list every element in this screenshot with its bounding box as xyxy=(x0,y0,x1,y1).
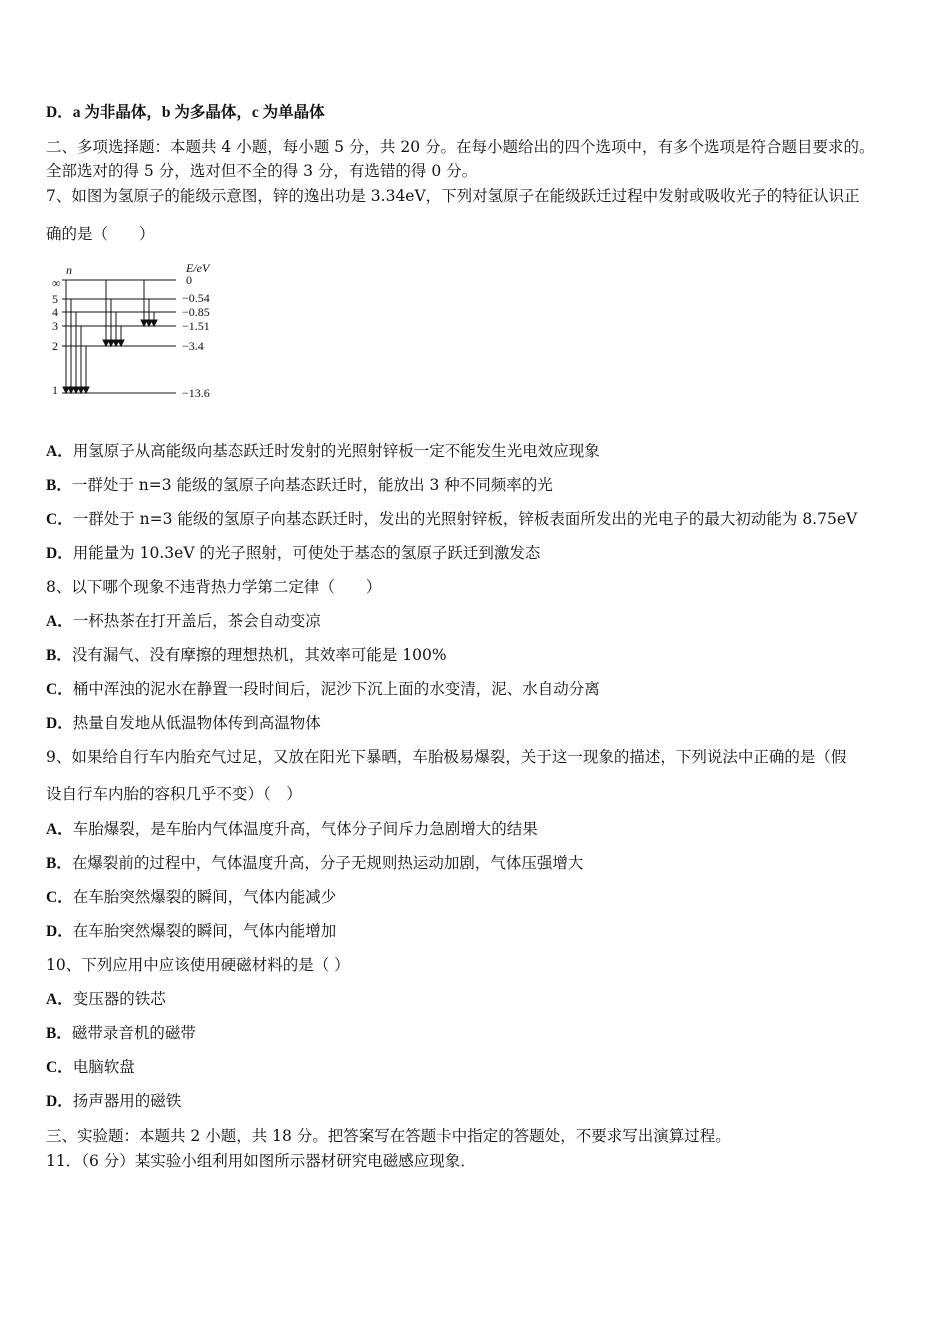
q7-option-a xyxy=(46,441,910,462)
option-label: C． xyxy=(46,1059,73,1076)
q8-option-b xyxy=(46,645,910,666)
option-label: A． xyxy=(46,613,73,630)
q8-option-c xyxy=(46,679,910,700)
q7-option-d xyxy=(46,543,910,564)
level-e-4: −0.85 xyxy=(182,305,210,319)
option-text: 车胎爆裂，是车胎内气体温度升高，气体分子间斥力急剧增大的结果 xyxy=(72,820,538,838)
option-label: D． xyxy=(46,104,73,121)
option-label: D． xyxy=(46,923,73,940)
q9-option-d xyxy=(46,921,910,942)
arrow-2-1 xyxy=(83,387,89,393)
q9-option-a xyxy=(46,819,910,840)
q7-stem-line1: 7、如图为氢原子的能级示意图，锌的逸出功是 3.34eV，下列对氢原子在能级跃迁过程中发射或吸收光子的特征认识正 xyxy=(46,187,860,205)
q6-option-d xyxy=(46,102,910,123)
option-label: B． xyxy=(46,855,72,872)
level-n-inf: ∞ xyxy=(52,276,61,290)
option-label: A． xyxy=(46,443,73,460)
level-n-4: 4 xyxy=(52,305,58,319)
section3-heading: 三、实验题：本题共 2 小题，共 18 分。把答案写在答题卡中指定的答题处，不要求写出演算过程。 xyxy=(46,1127,731,1145)
arrow-3-2 xyxy=(118,340,124,346)
q9-option-c xyxy=(46,887,910,908)
q10-option-c xyxy=(46,1057,910,1078)
option-label: D． xyxy=(46,715,73,732)
option-label: D． xyxy=(46,545,73,562)
option-label: B． xyxy=(46,647,72,664)
q9-option-b xyxy=(46,853,910,874)
option-text: 变压器的铁芯 xyxy=(72,990,166,1008)
q7-option-b xyxy=(46,475,910,496)
level-e-2: −3.4 xyxy=(182,339,204,353)
option-text: 一群处于 n=3 能级的氢原子向基态跃迁时，能放出 3 种不同频率的光 xyxy=(71,476,553,494)
level-n-2: 2 xyxy=(52,339,58,353)
q8-stem: 8、以下哪个现象不违背热力学第二定律（ ） xyxy=(46,578,382,596)
q11-stem: 11．（6 分）某实验小组利用如图所示器材研究电磁感应现象． xyxy=(46,1152,476,1170)
option-text: 热量自发地从低温物体传到高温物体 xyxy=(72,714,321,732)
option-text: 扬声器用的磁铁 xyxy=(72,1092,182,1110)
section2-heading-line2: 全部选对的得 5 分，选对但不全的得 3 分，有选错的得 0 分。 xyxy=(46,162,478,180)
option-text: a 为非晶体，b 为多晶体，c 为单晶体 xyxy=(72,104,325,121)
q9-stem-line2: 设自行车内胎的容积几乎不变）（ ） xyxy=(46,785,302,803)
level-e-inf: 0 xyxy=(186,273,192,287)
q7-stem-line2: 确的是（ ） xyxy=(46,225,155,243)
option-text: 电脑软盘 xyxy=(72,1058,135,1076)
option-label: B． xyxy=(46,1025,72,1042)
option-label: A． xyxy=(46,821,73,838)
q10-option-b xyxy=(46,1023,910,1044)
option-label: C． xyxy=(46,889,73,906)
option-text: 一杯热茶在打开盖后，茶会自动变凉 xyxy=(72,612,321,630)
level-e-1: −13.6 xyxy=(182,386,210,400)
energy-level-diagram xyxy=(48,260,248,405)
option-label: D． xyxy=(46,1093,73,1110)
option-text: 磁带录音机的磁带 xyxy=(71,1024,196,1042)
option-text: 在爆裂前的过程中，气体温度升高，分子无规则热运动加剧，气体压强增大 xyxy=(71,854,584,872)
option-label: B． xyxy=(46,477,72,494)
arrow-4-3 xyxy=(151,320,157,326)
energy-axis-label: E/eV xyxy=(186,261,210,275)
q9-stem-line1: 9、如果给自行车内胎充气过足，又放在阳光下暴晒，车胎极易爆裂，关于这一现象的描述，下列说法中正确的是（假 xyxy=(46,748,847,766)
q8-option-a xyxy=(46,611,910,632)
option-text: 一群处于 n=3 能级的氢原子向基态跃迁时，发出的光照射锌板，锌板表面所发出的光电子的最大初动能为 8.75eV xyxy=(72,510,858,528)
level-e-5: −0.54 xyxy=(182,291,210,305)
option-text: 用氢原子从高能级向基态跃迁时发射的光照射锌板一定不能发生光电效应现象 xyxy=(72,442,600,460)
q10-option-d xyxy=(46,1091,910,1112)
option-label: C． xyxy=(46,511,73,528)
q8-option-d xyxy=(46,713,910,734)
level-n-1: 1 xyxy=(52,383,58,397)
level-n-3: 3 xyxy=(52,319,58,333)
level-e-3: −1.51 xyxy=(182,319,210,333)
q7-option-c xyxy=(46,509,910,530)
option-text: 在车胎突然爆裂的瞬间，气体内能增加 xyxy=(72,922,337,940)
option-label: C． xyxy=(46,681,73,698)
q10-stem: 10、下列应用中应该使用硬磁材料的是（ ） xyxy=(46,956,350,974)
option-text: 用能量为 10.3eV 的光子照射，可使处于基态的氢原子跃迁到激发态 xyxy=(72,544,541,562)
section2-heading-line1: 二、多项选择题：本题共 4 小题，每小题 5 分，共 20 分。在每小题给出的四个选项中，有多个选项是符合题目要求的。 xyxy=(46,138,875,156)
option-text: 在车胎突然爆裂的瞬间，气体内能减少 xyxy=(72,888,337,906)
q10-option-a xyxy=(46,989,910,1010)
option-text: 桶中浑浊的泥水在静置一段时间后，泥沙下沉上面的水变清，泥、水自动分离 xyxy=(72,680,600,698)
level-n-5: 5 xyxy=(52,292,58,306)
option-label: A． xyxy=(46,991,73,1008)
n-axis-label: n xyxy=(66,263,72,277)
option-text: 没有漏气、没有摩擦的理想热机，其效率可能是 100% xyxy=(71,646,447,664)
